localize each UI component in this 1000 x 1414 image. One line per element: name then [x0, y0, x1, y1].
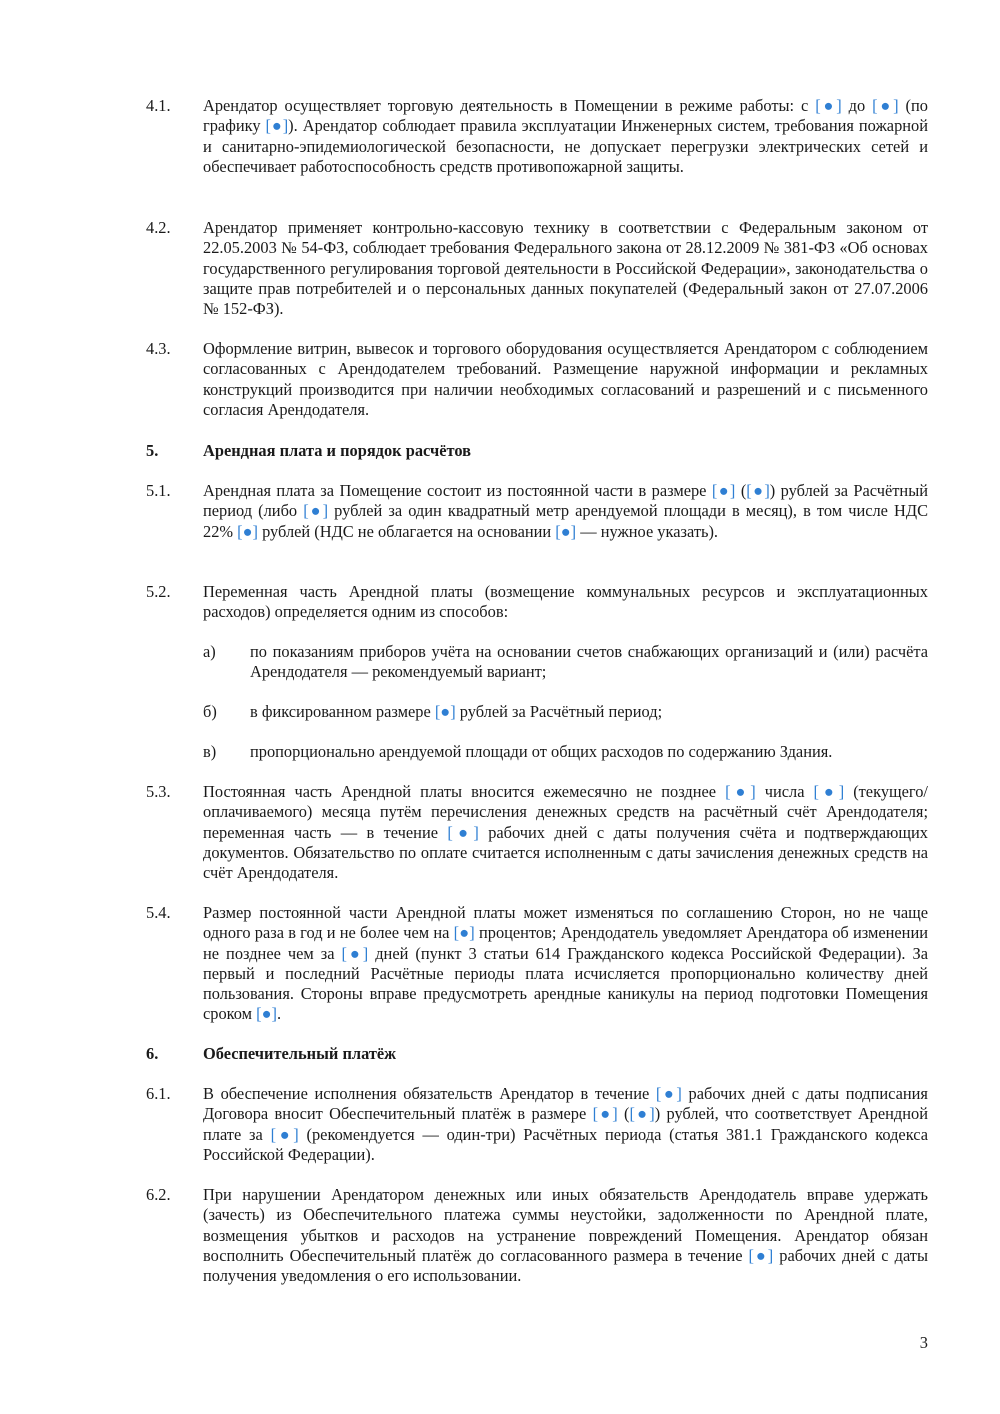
section-number: 5. — [146, 441, 159, 460]
section-title: Обеспечительный платёж — [203, 1044, 397, 1063]
text-run: ) рублей за Расчётный период (либо — [203, 481, 928, 521]
placeholder-field: [●] — [592, 1104, 618, 1124]
clause-text — [203, 218, 928, 319]
section-6-heading — [146, 1044, 928, 1064]
list-marker: в) — [203, 742, 217, 761]
placeholder-field: [●] — [655, 1084, 682, 1103]
list-item-text — [250, 642, 928, 683]
clause-text — [203, 96, 928, 177]
placeholder-field: [●] — [256, 1004, 277, 1024]
placeholder-field: [●] — [341, 943, 369, 963]
clause-text — [203, 782, 928, 883]
clause-text — [203, 582, 928, 623]
text-run: (текущего/оплачиваемого) месяца путём перечисления денежных средств на расчётный счёт Арендодателя; переменная часть — в течение — [203, 782, 928, 842]
text-run: ). Арендатор соблюдает правила эксплуатации Инженерных систем, требования пожарной и санитарно-эпидемиологической безопасности, не допускает перегрузки электрических сетей и обеспечивает работоспособность средств противопожарной защиты. — [203, 116, 929, 176]
text-run: — нужное указать). — [576, 521, 719, 541]
placeholder-field: [●] — [711, 481, 736, 500]
text-run: В обеспечение исполнения обязательств Арендатор в течение — [203, 1084, 656, 1103]
text-run: по показаниям приборов учёта на основании счетов снабжающих организаций и (или) расчёта Арендодателя — рекомендуемый вариант; — [250, 642, 928, 682]
text-run: рабочих дней с даты получения счёта и подтверждающих документов. Обязательство по оплате считается исполненным с даты зачисления денежных средств на счёт Арендодателя. — [203, 822, 928, 883]
text-run: Арендатор осуществляет торговую деятельность в Помещении в режиме работы: с — [203, 96, 816, 115]
clause-number: 5.1. — [146, 481, 171, 500]
clause-text — [203, 1084, 928, 1165]
clause-number: 5.4. — [146, 903, 171, 922]
clause-number: 5.3. — [146, 782, 171, 801]
clause-5-2 — [146, 582, 928, 623]
text-run: . — [276, 1004, 282, 1024]
text-run: Постоянная часть Арендной платы вносится ежемесячно не позднее — [203, 782, 726, 801]
text-run: Переменная часть Арендной платы (возмещение коммунальных ресурсов и эксплуатационных расходов) определяется одним из способов: — [203, 582, 928, 622]
text-run: рабочих дней с даты получения уведомления о его использовании. — [203, 1245, 928, 1286]
clause-5-3 — [146, 782, 928, 883]
text-run: рублей (НДС не облагается на основании — [257, 521, 556, 541]
page-number: 3 — [919, 1333, 928, 1352]
section-title: Арендная плата и порядок расчётов — [203, 441, 471, 460]
placeholder-field: [●] — [303, 501, 329, 521]
text-run: пропорционально арендуемой площади от общих расходов по содержанию Здания. — [250, 742, 833, 761]
placeholder-field: [●] — [270, 1124, 299, 1144]
placeholder-field: [●] — [813, 782, 845, 801]
placeholder-field: [●] — [629, 1104, 655, 1124]
placeholder-field: [●] — [447, 822, 479, 842]
clause-4-3 — [146, 339, 928, 420]
text-run: Размер постоянной части Арендной платы может изменяться по соглашению Сторон, но не чаще одного раза в год и не более чем на — [203, 903, 928, 943]
clause-text — [203, 1185, 928, 1286]
clause-text — [203, 903, 928, 1025]
clause-number: 5.2. — [146, 582, 171, 601]
placeholder-field: [●] — [555, 521, 577, 541]
placeholder-field: [●] — [748, 1245, 774, 1265]
text-run: ) рублей, что соответствует Арендной плате за — [203, 1104, 928, 1144]
placeholder-field: [●] — [434, 702, 456, 721]
placeholder-field: [●] — [746, 481, 770, 500]
clause-6-1 — [146, 1084, 928, 1165]
text-run: Арендатор применяет контрольно-кассовую технику в соответствии с Федеральным законом от 22.05.2003 № 54-ФЗ, соблюдает требования Федерального закона от 28.12.2009 № 381-ФЗ «Об основах государственного регулирования торговой деятельности в Российской Федерации», законодательства о защите прав потребителей и о персональных данных покупателей (Федеральный закон от 27.07.2006 № 152-ФЗ). — [203, 218, 928, 319]
text-run: процентов; Арендодатель уведомляет Арендатора об изменении не позднее чем за — [203, 923, 928, 963]
list-marker: а) — [203, 642, 216, 661]
text-run: рабочих дней с даты подписания Договора вносит Обеспечительный платёж в размере — [203, 1084, 928, 1124]
text-run: (по графику — [203, 96, 928, 136]
clause-text — [203, 481, 928, 542]
placeholder-field: [●] — [815, 96, 842, 115]
text-run: рублей за Расчётный период; — [455, 702, 663, 721]
clause-5-2-c — [203, 742, 928, 762]
clause-number: 6.2. — [146, 1185, 171, 1204]
placeholder-field: [●] — [453, 923, 475, 943]
placeholder-field: [●] — [237, 521, 258, 541]
text-run: числа — [755, 782, 814, 801]
text-run: до — [841, 96, 873, 115]
placeholder-field: [●] — [265, 116, 289, 136]
clause-number: 4.2. — [146, 218, 171, 237]
placeholder-field: [●] — [725, 782, 756, 801]
clause-4-2 — [146, 218, 928, 319]
text-run: (рекомендуется — один-три) Расчётных периода (статья 381.1 Гражданского кодекса Российской Федерации). — [203, 1124, 928, 1164]
clause-5-1 — [146, 481, 928, 542]
text-run: дней (пункт 3 статьи 614 Гражданского кодекса Российской Федерации). За первый и последний Расчётные периоды плата исчисляется пропорционально количеству дней пользования. Стороны вправе предусмотреть арендные каникулы на период подготовки Помещения сроком — [203, 943, 928, 1024]
text-run: ( — [617, 1104, 630, 1124]
clause-4-1 — [146, 96, 928, 177]
text-run: Арендная плата за Помещение состоит из постоянной части в размере — [203, 481, 712, 500]
section-number: 6. — [146, 1044, 159, 1063]
clause-5-2-b — [203, 702, 928, 722]
text-run: При нарушении Арендатором денежных или иных обязательств Арендодатель вправе удержать (зачесть) из Обеспечительного платежа суммы неустойки, задолженности по Арендной плате, возмещения убытков и расходов на устранение повреждений Помещения. Арендатор обязан восполнить Обеспечительный платёж до согласованного размера в течение — [203, 1185, 928, 1265]
clause-number: 6.1. — [146, 1084, 171, 1103]
text-run: Оформление витрин, вывесок и торгового оборудования осуществляется Арендатором с соблюдением согласованных с Арендодателем требований. Размещение наружной информации и рекламных конструкций производится при наличии необходимых согласований и разрешений и с письменного согласия Арендодателя. — [203, 339, 928, 419]
text-run: ( — [735, 481, 747, 500]
list-marker: б) — [203, 702, 217, 721]
clause-number: 4.1. — [146, 96, 171, 115]
clause-number: 4.3. — [146, 339, 171, 358]
section-5-heading — [146, 441, 928, 461]
clause-5-4 — [146, 903, 928, 1025]
clause-text — [203, 339, 928, 420]
clause-5-2-a — [203, 642, 928, 683]
list-item-text — [250, 742, 928, 762]
placeholder-field: [●] — [872, 96, 899, 115]
clause-6-2 — [146, 1185, 928, 1286]
text-run: в фиксированном размере — [250, 702, 435, 721]
list-item-text — [250, 702, 928, 722]
text-run: рублей за один квадратный метр арендуемой площади в месяц), в том числе НДС 22% — [203, 501, 929, 541]
